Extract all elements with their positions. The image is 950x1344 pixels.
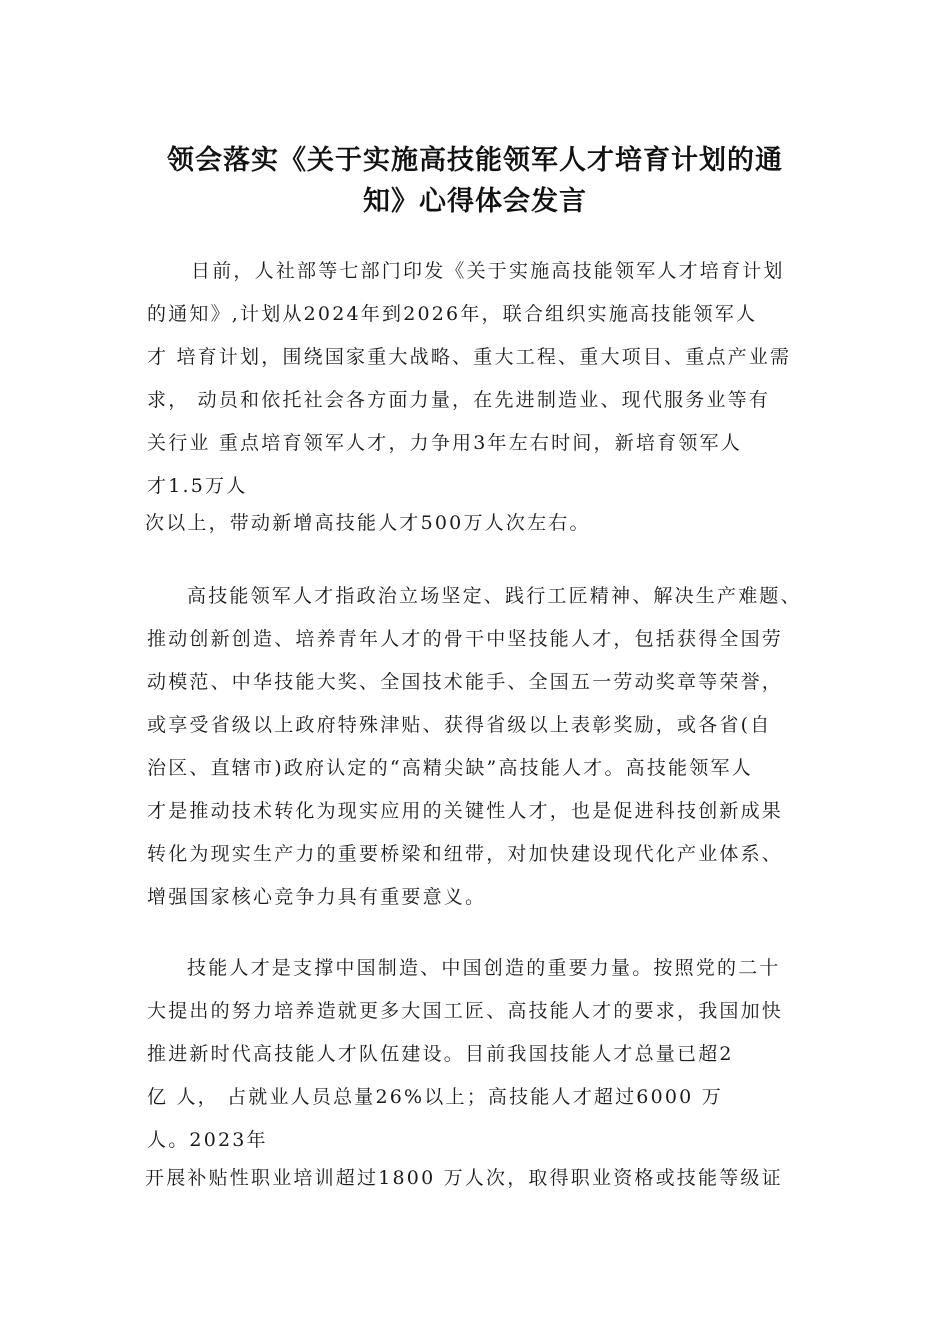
text-line: 技能人才是支撑中国制造、中国创造的重要力量。按照党的二十: [187, 957, 781, 979]
title-line: 领会落实《关于实施高技能领军人才培育计划的通: [167, 145, 783, 176]
text-line: 才1.5万人: [147, 475, 248, 497]
text-line: 的通知》,计划从2024年到2026年，联合组织实施高技能领军人: [147, 303, 758, 325]
text-line: 才 培育计划，围绕国家重大战略、重大工程、重大项目、重点产业需: [147, 346, 792, 368]
text-line: 推进新时代高技能人才队伍建设。目前我国技能人才总量已超2: [147, 1043, 734, 1065]
text-line: 动模范、中华技能大奖、全国技术能手、全国五一劳动奖章等荣誉，: [147, 671, 784, 693]
text-line: 才是推动技术转化为现实应用的关键性人才，也是促进科技创新成果: [147, 800, 784, 822]
text-line: 增强国家核心竞争力具有重要意义。: [147, 886, 487, 908]
text-line: 求， 动员和依托社会各方面力量，在先进制造业、现代服务业等有: [147, 389, 771, 411]
document-title: [100, 140, 850, 222]
text-line: 大提出的努力培养造就更多大国工匠、高技能人才的要求，我国加快: [147, 1000, 784, 1022]
title-line: 知》心得体会发言: [363, 186, 587, 217]
text-line: 开展补贴性职业培训超过1800 万人次，取得职业资格或技能等级证: [145, 1167, 783, 1189]
text-line: 推动创新创造、培养青年人才的骨干中坚技能人才，包括获得全国劳: [147, 628, 784, 650]
text-line: 高技能领军人才指政治立场坚定、践行工匠精神、解决生产难题、: [187, 585, 802, 607]
text-line: 日前，人社部等七部门印发《关于实施高技能领军人才培育计划: [191, 260, 785, 282]
text-line: 次以上，带动新增高技能人才500万人次左右。: [145, 512, 591, 534]
text-line: 转化为现实生产力的重要桥梁和纽带，对加快建设现代化产业体系、: [147, 843, 784, 865]
text-line: 关行业 重点培育领军人才，力争用3年左右时间，新培育领军人: [147, 432, 742, 454]
text-line: 治区、直辖市)政府认定的“高精尖缺”高技能人才。高技能领军人: [147, 757, 753, 779]
text-line: 人。2023年: [147, 1129, 268, 1151]
text-line: 亿 人， 占就业人员总量26%以上；高技能人才超过6000 万: [147, 1086, 723, 1108]
text-line: 或享受省级以上政府特殊津贴、获得省级以上表彰奖励，或各省(自: [147, 714, 772, 736]
